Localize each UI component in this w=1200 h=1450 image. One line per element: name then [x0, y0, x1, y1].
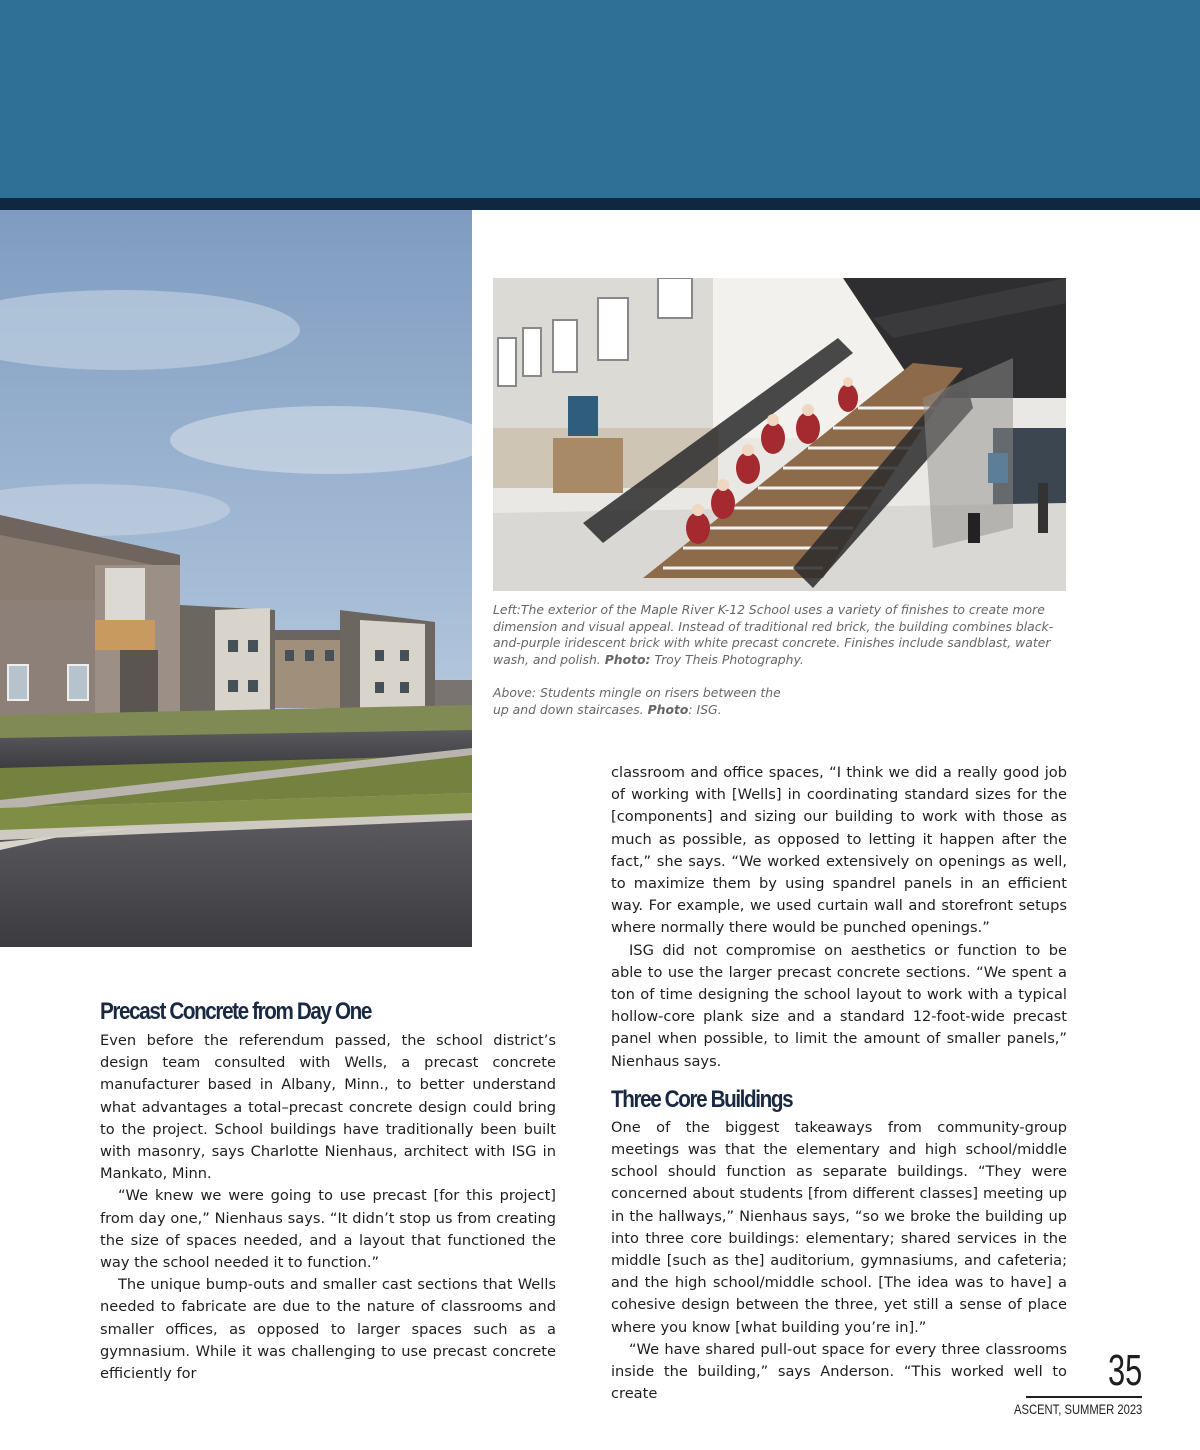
staircase-photo — [493, 278, 1066, 591]
section-heading-precast: Precast Concrete from Day One — [100, 998, 371, 1025]
section-heading-core-buildings: Three Core Buildings — [611, 1085, 793, 1113]
paragraph: classroom and office spaces, “I think we did a really good job of working with [Wells] in coordinating standard sizes for the [components] and sizing our building to work with those as much as possible, as opposed to letting it happen after the fact,” she says. “We worked extensively on openings as well, to maximize them by using spandrel panels in an efficient way. For example, we used curtain wall and storefront setups where normally there would be punched openings.” — [611, 764, 1067, 937]
publication-name: ASCENT, SUMMER 2023 — [1013, 1400, 1142, 1417]
school-exterior-photo — [0, 210, 472, 947]
header-rule — [0, 198, 1200, 210]
article-column-right — [611, 762, 1067, 1405]
paragraph: One of the biggest takeaways from community-group meetings was that the elementary and high school/middle school should function as separate buildings. “They were concerned about students [from different classes] meeting up in the hallways,” Nienhaus says, “so we broke the building up into three core buildings: elementary; shared services in the middle [such as the] auditorium, gymnasiums, and cafeteria; and the high school/middle school. [The idea was to have] a cohesive design between the three, yet still a sense of place where you know [what building you’re in].” — [611, 1118, 1067, 1336]
paragraph: The unique bump-outs and smaller cast sections that Wells needed to fabricate are due to the nature of classrooms and smaller offices, as opposed to larger spaces such as a gymnasium. While it was challenging to use precast concrete efficiently for — [100, 1276, 556, 1383]
paragraph: “We have shared pull-out space for every three classrooms inside the building,” says Anderson. “This worked well to create — [611, 1340, 1067, 1403]
article-column-left — [100, 1030, 556, 1385]
paragraph: ISG did not compromise on aesthetics or function to be able to use the larger precast concrete sections. “We spent a ton of time designing the school layout to work with a typical hollow-core plank size and a standard 12-foot-wide precast panel when possible, to limit the amount of smaller panels,” Nienhaus says. — [611, 941, 1067, 1070]
caption-exterior-photo: Left:The exterior of the Maple River K-12 School uses a variety of finishes to create more dimension and visual appeal. Instead of traditional red brick, the building combines black-and-purple iridescent brick with white precast concrete. Finishes include sandblast, water wash, and polish. Photo: Troy Theis Photography. — [493, 602, 1054, 667]
caption-staircase-photo: Above: Students mingle on risers between the up and down staircases. Photo: ISG. — [493, 685, 781, 717]
page-footer — [982, 1346, 1142, 1417]
page-number: 35 — [1107, 1346, 1142, 1395]
paragraph: Even before the referendum passed, the school district’s design team consulted with Wells, a precast concrete manufacturer based in Albany, Minn., to better understand what advantages a total–precast concrete design could bring to the project. School buildings have traditionally been built with masonry, says Charlotte Nienhaus, architect with ISG in Mankato, Minn. — [100, 1032, 556, 1183]
footer-rule — [1026, 1396, 1142, 1398]
paragraph: “We knew we were going to use precast [for this project] from day one,” Nienhaus says. “It didn’t stop us from creating the size of spaces needed, and a layout that functioned the way the school needed it to function.” — [100, 1187, 556, 1272]
header-band — [0, 0, 1200, 198]
